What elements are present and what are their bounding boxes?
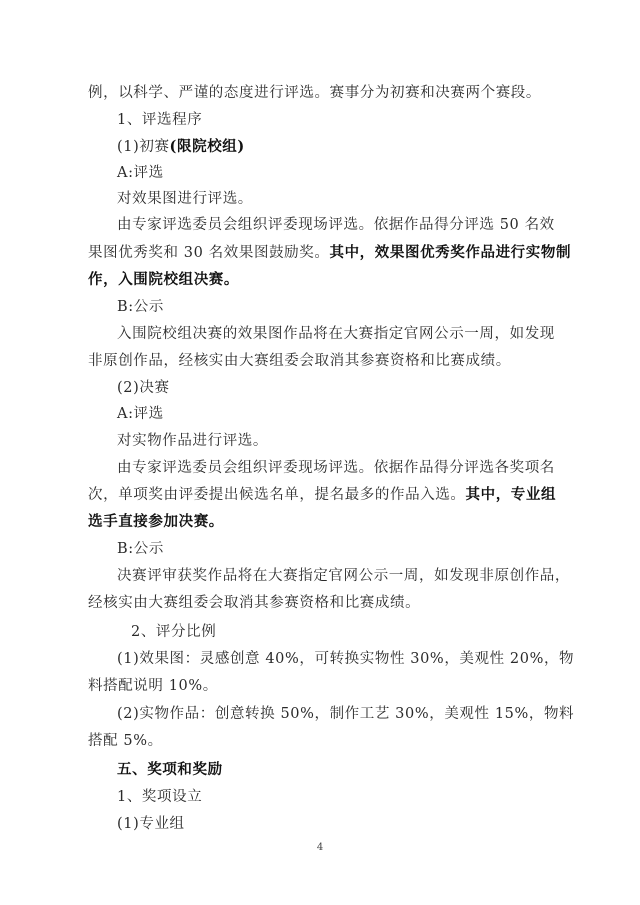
body-text-line: 对实物作品进行评选。	[117, 433, 268, 449]
body-text-line: (1)效果图：灵感创意 40%，可转换实物性 30%，美观性 20%，物	[117, 651, 575, 667]
subsection-heading: (1)专业组	[117, 816, 185, 832]
bold-text: (限院校组)	[169, 138, 245, 155]
body-text-line: 搭配 5%。	[88, 733, 163, 749]
body-text-line	[88, 512, 224, 532]
body-text-line: 非原创作品，经核实由大赛组委会取消其参赛资格和比赛成绩。	[88, 353, 511, 369]
body-text-line: 由专家评选委员会组织评委现场评选。依据作品得分评选各奖项名	[117, 460, 555, 476]
section-heading: 2、评分比例	[131, 624, 217, 640]
body-text-line: 例，以科学、严谨的态度进行评选。赛事分为初赛和决赛两个赛段。	[88, 85, 541, 101]
step-label: B:公示	[117, 541, 164, 557]
section-heading: 1、评选程序	[117, 112, 203, 128]
bold-text: 五、奖项和奖励	[117, 761, 223, 778]
body-text-line: 入围院校组决赛的效果图作品将在大赛指定官网公示一周，如发现	[117, 326, 555, 342]
body-text-line: 决赛评审获奖作品将在大赛指定官网公示一周，如发现非原创作品，	[117, 568, 570, 584]
subsection-heading: (1)初赛(限院校组)	[117, 138, 245, 155]
step-label: A:评选	[117, 406, 164, 422]
bold-text: 选手直接参加决赛。	[88, 513, 224, 530]
body-text-line: (2)实物作品：创意转换 50%，制作工艺 30%，美观性 15%，物料	[117, 706, 575, 722]
body-text-line: 果图优秀奖和 30 名效果图鼓励奖。其中，效果图优秀奖作品进行实物制	[88, 244, 572, 261]
section-heading: 1、奖项设立	[117, 789, 203, 805]
step-label: A:评选	[117, 165, 164, 181]
body-text-line: 由专家评选委员会组织评委现场评选。依据作品得分评选 50 名效	[117, 217, 555, 233]
bold-text: 其中，专业组	[465, 486, 557, 503]
subsection-heading: (2)决赛	[117, 380, 170, 396]
body-text-line: 对效果图进行评选。	[117, 191, 253, 207]
step-label: B:公示	[117, 299, 164, 315]
page-number: 4	[316, 842, 324, 853]
bold-text: 作，入围院校组决赛。	[88, 271, 239, 288]
body-text-line	[88, 270, 239, 290]
chapter-heading	[117, 760, 223, 780]
body-text-line: 料搭配说明 10%。	[88, 678, 218, 694]
bold-text: 其中，效果图优秀奖作品进行实物制	[329, 244, 572, 261]
body-text-line: 经核实由大赛组委会取消其参赛资格和比赛成绩。	[88, 595, 421, 611]
body-text-line: 次，单项奖由评委提出候选名单，提名最多的作品入选。其中，专业组	[88, 486, 557, 503]
